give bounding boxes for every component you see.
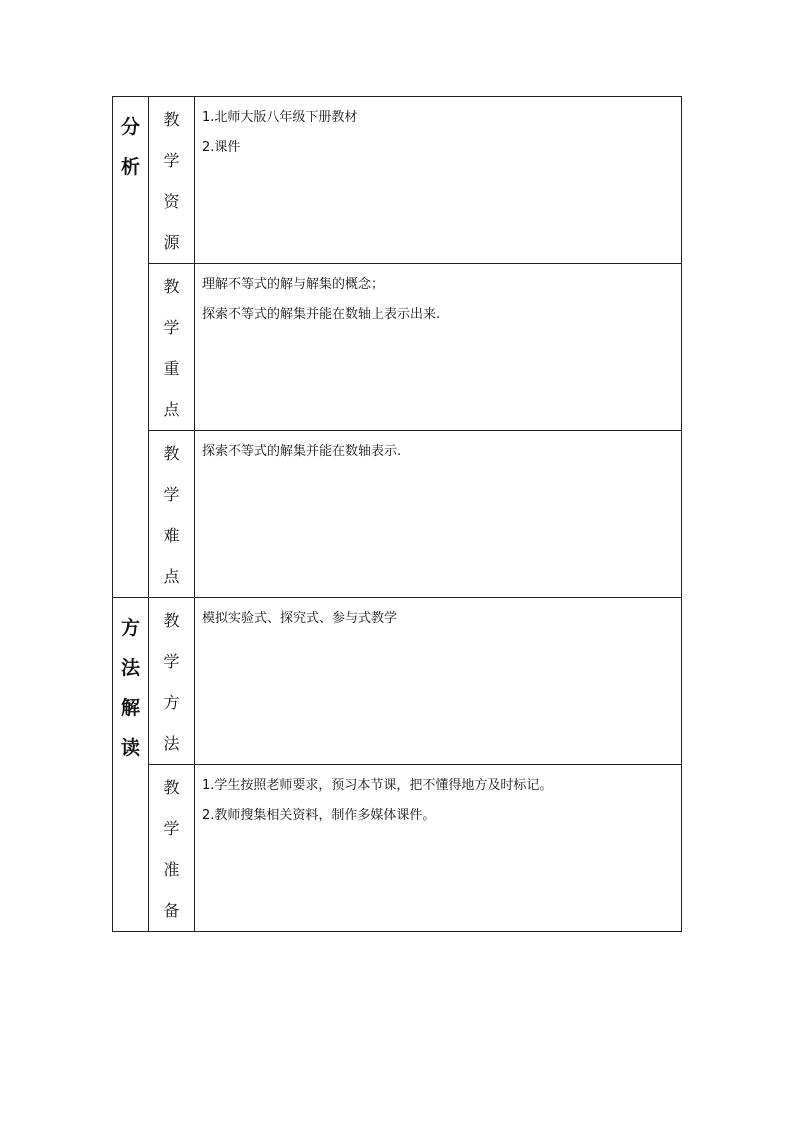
row-label [149,765,194,931]
vertical-char: 准 [163,860,180,879]
content-line: 1.学生按照老师要求，预习本节课，把不懂得地方及时标记。 [202,778,553,793]
content-line: 理解不等式的解与解集的概念； [202,277,385,292]
row-label-teaching-key-points [149,264,195,431]
vertical-char: 教 [163,110,180,129]
vertical-char: 方 [163,693,180,712]
vertical-char: 学 [163,318,180,337]
vertical-char: 难 [163,526,180,545]
lesson-plan-table [112,96,682,932]
vertical-char: 学 [163,819,180,838]
row-content [195,765,682,932]
section-title [113,598,148,768]
table-row [113,598,682,765]
vertical-char: 重 [163,359,180,378]
content-line: 1.北师大版八年级下册教材 [202,110,358,125]
table-row [113,765,682,932]
row-content [195,97,682,264]
section-title [113,97,148,187]
vertical-char: 法 [163,734,180,753]
row-label [149,431,194,597]
table-row [113,97,682,264]
content-line: 探索不等式的解集并能在数轴上表示出来. [202,307,441,322]
vertical-char: 资 [163,192,180,211]
section-analysis [113,97,149,598]
vertical-char: 教 [163,611,180,630]
row-content [195,431,682,598]
vertical-char: 读 [120,737,140,759]
table-body [113,97,682,932]
content-line: 2.课件 [202,140,241,155]
content-line: 2.教师搜集相关资料，制作多媒体课件。 [202,808,436,823]
vertical-char: 法 [120,657,140,679]
table-row [113,264,682,431]
row-label-teaching-methods [149,598,195,765]
vertical-char: 分 [120,116,140,138]
vertical-char: 析 [120,156,140,178]
vertical-char: 学 [163,485,180,504]
table-row [113,431,682,598]
row-label [149,97,194,263]
row-content [195,598,682,765]
vertical-char: 解 [120,697,140,719]
vertical-char: 备 [163,901,180,920]
row-label-teaching-resources [149,97,195,264]
row-label-teaching-preparation [149,765,195,932]
vertical-char: 学 [163,151,180,170]
vertical-char: 教 [163,778,180,797]
vertical-char: 源 [163,233,180,252]
section-method [113,598,149,932]
vertical-char: 学 [163,652,180,671]
vertical-char: 点 [163,567,180,586]
row-label-teaching-difficulties [149,431,195,598]
row-content [195,264,682,431]
vertical-char: 点 [163,400,180,419]
vertical-char: 方 [120,617,140,639]
content-line: 模拟实验式、探究式、参与式教学 [202,611,398,626]
vertical-char: 教 [163,444,180,463]
row-label [149,598,194,764]
content-line: 探索不等式的解集并能在数轴表示. [202,444,402,459]
vertical-char: 教 [163,277,180,296]
row-label [149,264,194,430]
